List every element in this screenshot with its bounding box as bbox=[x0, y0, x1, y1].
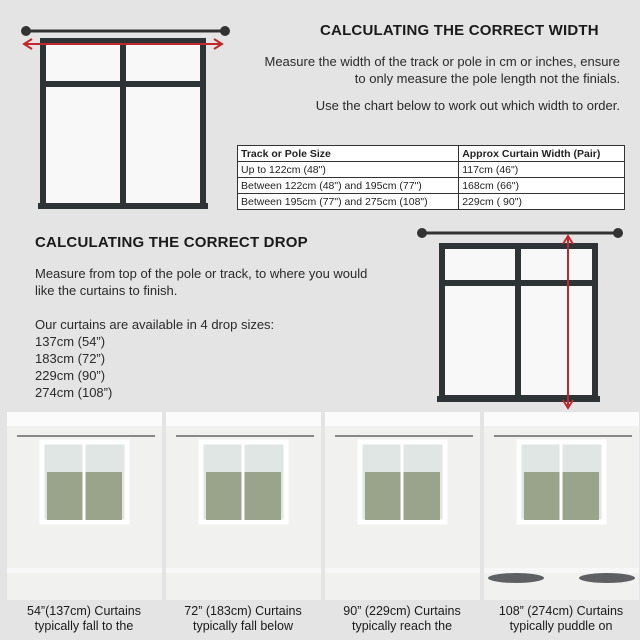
drop-instructions-line2: like the curtains to finish. bbox=[35, 283, 178, 298]
width-chart-instruction: Use the chart below to work out which width to order. bbox=[315, 98, 620, 113]
caption-line: typically fall below bbox=[192, 619, 294, 633]
pole-finial-left bbox=[21, 26, 31, 36]
width-instructions-line2: to only measure the pole length not the finials. bbox=[354, 71, 620, 86]
table-row bbox=[238, 162, 625, 178]
drop-size-item: 137cm (54”) bbox=[35, 334, 106, 349]
table-cell: 229cm ( 90") bbox=[459, 194, 625, 210]
table-cell: 168cm (66") bbox=[459, 178, 625, 194]
table-cell: Between 195cm (77") and 275cm (108") bbox=[238, 194, 459, 210]
example-caption-72 bbox=[165, 604, 321, 634]
drop-size-item: 183cm (72”) bbox=[35, 351, 106, 366]
width-instructions-line1: Measure the width of the track or pole in cm or inches, ensure bbox=[264, 54, 620, 69]
caption-line: typically puddle on bbox=[509, 619, 613, 633]
example-photo-54 bbox=[7, 412, 162, 600]
table-header-row bbox=[238, 146, 625, 162]
drop-instructions-line1: Measure from top of the pole or track, to where you would bbox=[35, 266, 368, 281]
table-cell: Up to 122cm (48") bbox=[238, 162, 459, 178]
pole-finial-right bbox=[220, 26, 230, 36]
caption-line: 72” (183cm) Curtains bbox=[184, 604, 302, 618]
drop-size-item: 274cm (108”) bbox=[35, 385, 113, 400]
table-cell: 117cm (46") bbox=[459, 162, 625, 178]
caption-line: 54”(137cm) Curtains bbox=[27, 604, 141, 618]
drop-window-diagram bbox=[412, 222, 627, 414]
table-cell: Between 122cm (48") and 195cm (77") bbox=[238, 178, 459, 194]
example-caption-54 bbox=[6, 604, 162, 634]
example-caption-90 bbox=[324, 604, 480, 634]
window-sill bbox=[437, 396, 600, 402]
table-row bbox=[238, 178, 625, 194]
caption-line: typically fall to the bbox=[34, 619, 134, 633]
example-photo-72 bbox=[166, 412, 321, 600]
drop-sizes-intro: Our curtains are available in 4 drop sizes: bbox=[35, 317, 275, 332]
drop-title: CALCULATING THE CORRECT DROP bbox=[35, 234, 308, 251]
size-table bbox=[237, 145, 625, 210]
pole-finial-right bbox=[613, 228, 623, 238]
caption-line: typically reach the bbox=[351, 619, 453, 633]
table-header: Approx Curtain Width (Pair) bbox=[459, 146, 625, 162]
table-header: Track or Pole Size bbox=[238, 146, 459, 162]
width-title: CALCULATING THE CORRECT WIDTH bbox=[320, 22, 599, 39]
pole-finial-left bbox=[417, 228, 427, 238]
drop-size-item: 229cm (90”) bbox=[35, 368, 106, 383]
window-sill bbox=[38, 203, 208, 209]
caption-line: 90” (229cm) Curtains bbox=[343, 604, 461, 618]
example-photo-108 bbox=[484, 412, 639, 600]
example-caption-108 bbox=[483, 604, 639, 634]
caption-line: 108” (274cm) Curtains bbox=[498, 604, 624, 618]
example-photo-90 bbox=[325, 412, 480, 600]
width-window-diagram bbox=[10, 20, 235, 215]
table-row bbox=[238, 194, 625, 210]
